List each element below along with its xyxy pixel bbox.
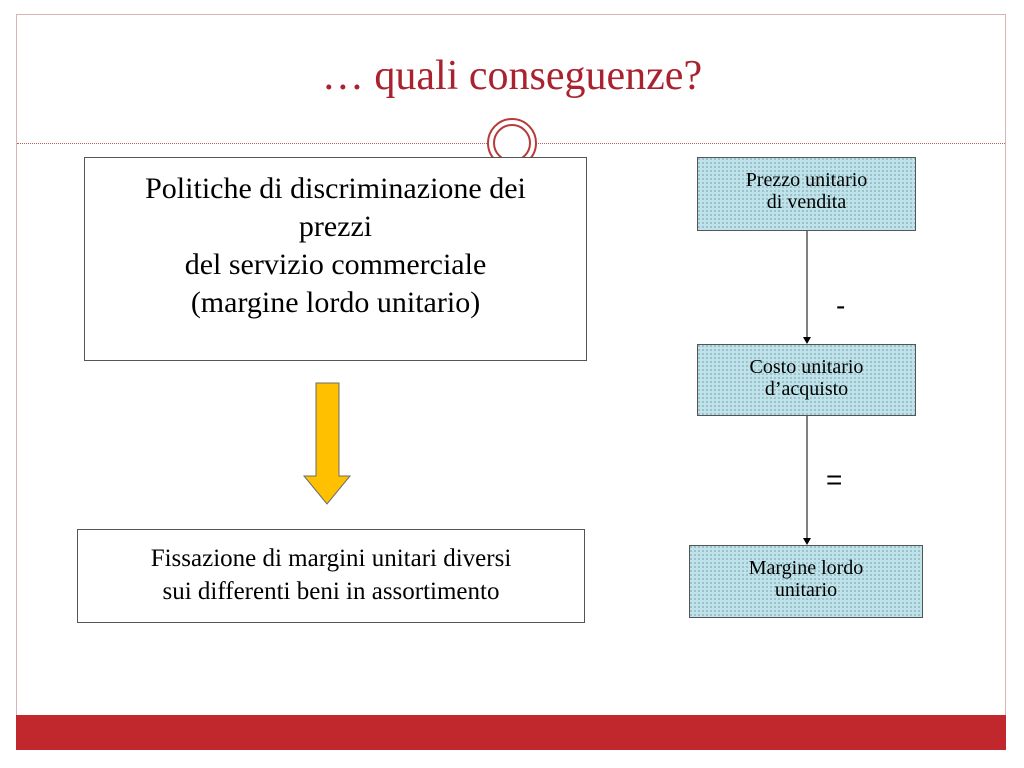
margin-result-line-1: Fissazione di margini unitari diversi <box>150 545 512 572</box>
pricing-policy-line-1: Politiche di discriminazione dei <box>145 172 526 205</box>
gross-unit-margin-line-2: unitario <box>774 579 838 601</box>
footer-band <box>16 715 1006 750</box>
margin-result-box <box>77 529 585 623</box>
unit-selling-price-box <box>697 157 916 231</box>
unit-selling-price-line-1: Prezzo unitario <box>745 169 868 191</box>
equals-operator: = <box>826 464 843 495</box>
pricing-policy-box <box>84 157 587 361</box>
pricing-policy-line-2: prezzi <box>298 210 373 243</box>
unit-purchase-cost-line-2: d’acquisto <box>764 378 849 400</box>
pricing-policy-line-4: (margine lordo unitario) <box>190 286 481 319</box>
unit-purchase-cost-box <box>697 344 916 416</box>
margin-result-line-2: sui differenti beni in assortimento <box>162 578 500 605</box>
gross-unit-margin-line-1: Margine lordo <box>748 557 864 579</box>
pricing-policy-line-3: del servizio commerciale <box>184 248 487 281</box>
unit-selling-price-line-2: di vendita <box>766 191 847 213</box>
unit-purchase-cost-line-1: Costo unitario <box>749 356 864 378</box>
gross-unit-margin-box <box>689 545 923 618</box>
minus-operator: - <box>836 290 846 321</box>
slide-title: … quali conseguenze? <box>321 53 703 99</box>
